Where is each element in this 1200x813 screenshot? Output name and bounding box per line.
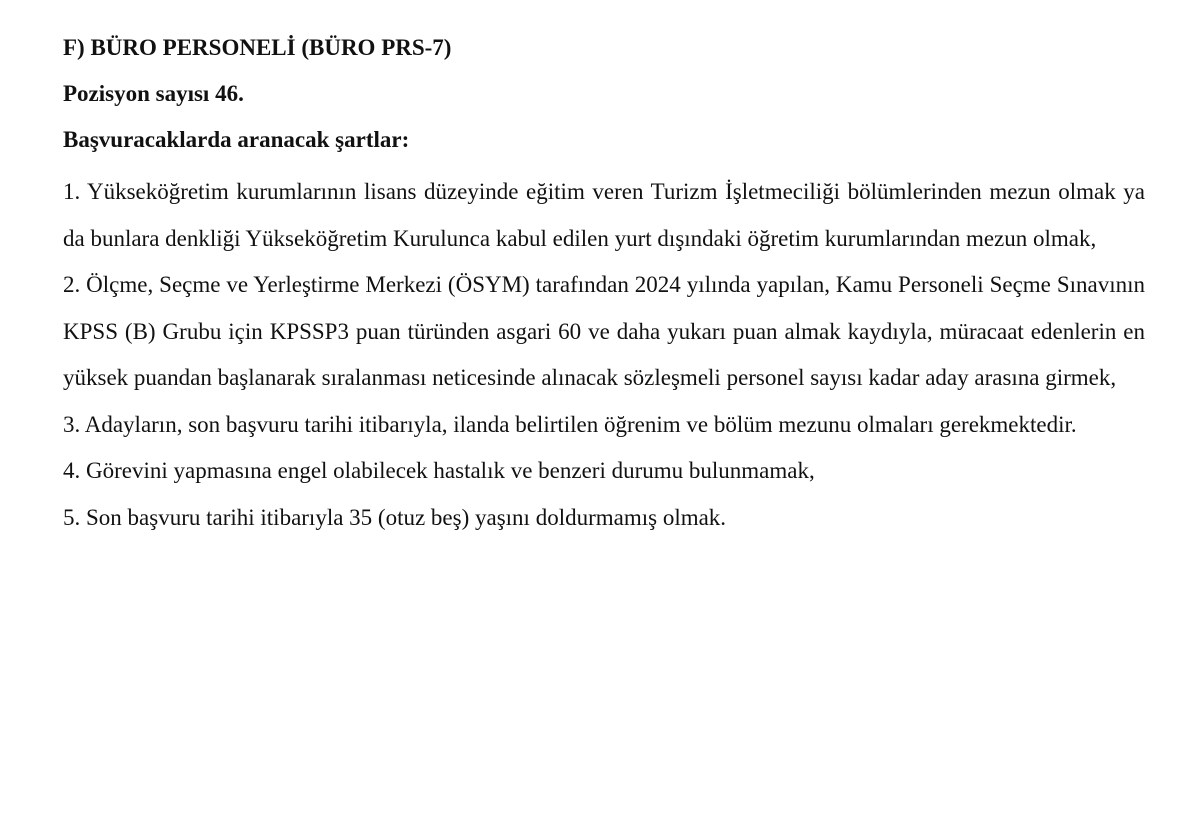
- requirement-item-1: 1. Yükseköğretim kurumlarının lisans düzeyinde eğitim veren Turizm İşletmeciliği bölümlerinden mezun olmak ya da bunlara denkliği Yükseköğretim Kurulunca kabul edilen yurt dışındaki öğretim kurumlarından mezun olmak,: [63, 179, 1145, 251]
- position-count: Pozisyon sayısı 46.: [63, 81, 244, 106]
- section-title: F) BÜRO PERSONELİ (BÜRO PRS-7): [63, 35, 452, 60]
- requirements-list: [63, 169, 1145, 541]
- requirement-item-4: 4. Görevini yapmasına engel olabilecek hastalık ve benzeri durumu bulunmamak,: [63, 458, 815, 483]
- requirements-heading: Başvuracaklarda aranacak şartlar:: [63, 127, 410, 152]
- requirement-item-2: 2. Ölçme, Seçme ve Yerleştirme Merkezi (ÖSYM) tarafından 2024 yılında yapılan, Kamu Personeli Seçme Sınavının KPSS (B) Grubu için KPSSP3 puan türünden asgari 60 ve daha yukarı puan almak kaydıyla, müracaat edenlerin en yüksek puandan başlanarak sıralanması neticesinde alınacak sözleşmeli personel sayısı kadar aday arasına girmek,: [63, 272, 1145, 390]
- requirement-item-5: 5. Son başvuru tarihi itibarıyla 35 (otuz beş) yaşını doldurmamış olmak.: [63, 504, 727, 530]
- requirement-item-3: 3. Adayların, son başvuru tarihi itibarıyla, ilanda belirtilen öğrenim ve bölüm mezunu olmaları gerekmektedir.: [63, 411, 1077, 437]
- document-page: [63, 31, 1145, 541]
